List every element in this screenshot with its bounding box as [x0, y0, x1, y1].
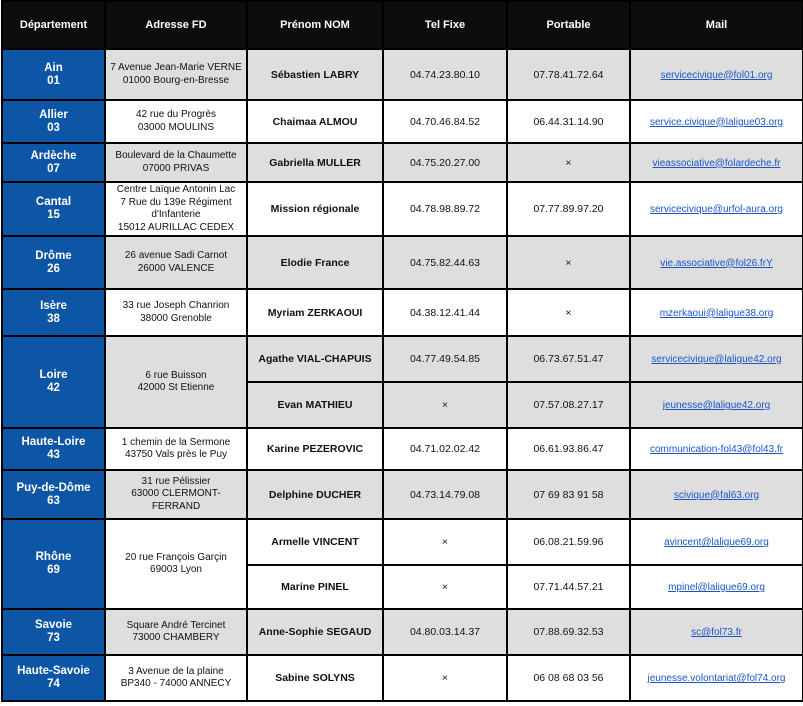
contact-name: Agathe VIAL-CHAPUIS — [247, 336, 383, 382]
table-row — [2, 609, 803, 655]
address-line: Boulevard de la Chaumette — [115, 150, 237, 161]
address-line: 15012 AURILLAC CEDEX — [117, 221, 235, 233]
mail-cell — [630, 655, 803, 701]
department-code: 38 — [47, 312, 60, 325]
mail-link[interactable]: mpinel@laligue69.org — [668, 582, 765, 593]
department-cell — [2, 519, 105, 609]
phone-fixed: × — [383, 519, 507, 565]
address-line: 03000 MOULINS — [137, 121, 215, 133]
address-line: 3 Avenue de la plaine — [128, 665, 224, 677]
phone-fixed: 04.77.49.54.85 — [383, 336, 507, 382]
contact-name: Armelle VINCENT — [247, 519, 383, 565]
address-line: 43750 Vals près le Puy — [124, 449, 228, 460]
address-cell — [105, 470, 247, 519]
address-line: 26000 VALENCE — [137, 262, 215, 274]
col-header-nom: Prénom NOM — [247, 1, 383, 49]
mail-cell — [630, 336, 803, 382]
phone-mobile: 06.44.31.14.90 — [507, 100, 630, 143]
department-name: Allier — [39, 108, 68, 121]
department-code: 74 — [47, 678, 60, 690]
department-cell — [2, 428, 105, 470]
department-cell — [2, 336, 105, 428]
mail-link[interactable]: vie.associative@fol26.frY — [660, 257, 773, 269]
table-row — [2, 428, 803, 470]
address-cell — [105, 609, 247, 655]
department-cell — [2, 655, 105, 701]
mail-cell — [630, 143, 803, 182]
address-line: 33 rue Joseph Chanrion — [122, 300, 230, 311]
address-line: 6 rue Buisson — [145, 369, 207, 381]
department-cell — [2, 182, 105, 236]
mail-link[interactable]: servicecivique@urfol-aura.org — [650, 204, 783, 215]
department-code: 15 — [47, 209, 60, 221]
department-code: 03 — [47, 121, 60, 134]
mail-link[interactable]: service.civique@laligue03.org — [650, 116, 783, 128]
department-cell — [2, 236, 105, 289]
department-code: 43 — [47, 449, 60, 461]
mail-cell — [630, 470, 803, 519]
address-line: 31 rue Pélissier — [141, 475, 211, 487]
phone-fixed: 04.75.82.44.63 — [383, 236, 507, 289]
address-line: Centre Laïque Antonin Lac — [116, 184, 236, 195]
phone-mobile: × — [507, 289, 630, 336]
mail-link[interactable]: servicecivique@laligue42.org — [651, 354, 782, 365]
address-cell — [105, 100, 247, 143]
mail-link[interactable]: mzerkaoui@laligue38.org — [659, 307, 774, 319]
department-cell — [2, 470, 105, 519]
address-line: 69003 Lyon — [150, 564, 202, 575]
phone-mobile: 07.78.41.72.64 — [507, 49, 630, 100]
col-header-portable: Portable — [507, 1, 630, 49]
contact-name: Evan MATHIEU — [247, 382, 383, 428]
mail-cell — [630, 565, 803, 609]
address-cell — [105, 519, 247, 609]
contact-name: Karine PEZEROVIC — [247, 428, 383, 470]
department-code: 73 — [47, 632, 60, 644]
contact-name: Elodie France — [247, 236, 383, 289]
mail-link[interactable]: avincent@laligue69.org — [664, 537, 769, 548]
department-name: Ardèche — [30, 149, 77, 162]
department-code: 26 — [47, 262, 60, 275]
phone-mobile: 06.61.93.86.47 — [507, 428, 630, 470]
phone-mobile: × — [507, 143, 630, 182]
mail-cell — [630, 382, 803, 428]
mail-link[interactable]: jeunesse.volontariat@fol74.org — [647, 673, 786, 684]
contact-name: Chaimaa ALMOU — [247, 100, 383, 143]
department-code: 01 — [47, 74, 60, 87]
address-cell — [105, 49, 247, 100]
phone-fixed: 04.38.12.41.44 — [383, 289, 507, 336]
department-code: 69 — [47, 564, 60, 576]
address-cell — [105, 655, 247, 701]
address-line: 07000 PRIVAS — [142, 162, 210, 174]
mail-link[interactable]: vieassociative@folardeche.fr — [652, 157, 781, 169]
address-line: 7 Rue du 139e Régiment — [120, 196, 232, 208]
mail-cell — [630, 100, 803, 143]
phone-fixed: 04.80.03.14.37 — [383, 609, 507, 655]
mail-cell — [630, 49, 803, 100]
department-name: Savoie — [34, 619, 73, 631]
header-row — [2, 1, 803, 49]
table-row — [2, 236, 803, 289]
address-line: 7 Avenue Jean-Marie VERNE — [110, 62, 242, 73]
department-name: Drôme — [35, 249, 72, 262]
contact-name: Anne-Sophie SEGAUD — [247, 609, 383, 655]
address-line: 42 rue du Progrès — [135, 109, 217, 120]
mail-link[interactable]: jeunesse@laligue42.org — [662, 400, 771, 411]
department-code: 07 — [47, 162, 60, 175]
table-row — [2, 143, 803, 182]
contact-name: Mission régionale — [247, 182, 383, 236]
mail-cell — [630, 519, 803, 565]
mail-link[interactable]: communication-fol43@fol43.fr — [650, 444, 783, 455]
phone-mobile: 07.57.08.27.17 — [507, 382, 630, 428]
contact-name: Delphine DUCHER — [247, 470, 383, 519]
contact-name: Myriam ZERKAOUI — [247, 289, 383, 336]
contact-name: Sabine SOLYNS — [247, 655, 383, 701]
mail-cell — [630, 609, 803, 655]
mail-cell — [630, 236, 803, 289]
address-line: 38000 Grenoble — [140, 312, 212, 324]
phone-mobile: × — [507, 236, 630, 289]
mail-link[interactable]: scivique@fal63.org — [673, 489, 760, 501]
col-header-departement: Département — [2, 1, 105, 49]
phone-mobile: 06.73.67.51.47 — [507, 336, 630, 382]
department-name: Ain — [44, 61, 63, 74]
phone-mobile: 07.71.44.57.21 — [507, 565, 630, 609]
address-cell — [105, 289, 247, 336]
col-header-mail: Mail — [630, 1, 803, 49]
phone-fixed: 04.73.14.79.08 — [383, 470, 507, 519]
department-cell — [2, 289, 105, 336]
phone-fixed: 04.78.98.89.72 — [383, 182, 507, 236]
table-row — [2, 289, 803, 336]
mail-link[interactable]: sc@fol73.fr — [691, 627, 742, 638]
phone-mobile: 07.77.89.97.20 — [507, 182, 630, 236]
phone-mobile: 06 08 68 03 56 — [507, 655, 630, 701]
address-line: FERRAND — [151, 500, 201, 512]
department-name: Loire — [39, 369, 68, 381]
address-line: BP340 - 74000 ANNECY — [120, 678, 232, 689]
department-name: Puy-de-Dôme — [16, 481, 91, 494]
col-header-adresse: Adresse FD — [105, 1, 247, 49]
mail-cell — [630, 182, 803, 236]
department-name: Haute-Savoie — [17, 665, 90, 677]
department-cell — [2, 143, 105, 182]
contact-name: Gabriella MULLER — [247, 143, 383, 182]
address-cell — [105, 236, 247, 289]
address-line: 42000 St Etienne — [137, 382, 215, 393]
table-row — [2, 100, 803, 143]
department-code: 63 — [47, 494, 60, 507]
department-cell — [2, 609, 105, 655]
phone-fixed: 04.70.46.84.52 — [383, 100, 507, 143]
phone-fixed: × — [383, 565, 507, 609]
phone-mobile: 07.88.69.32.53 — [507, 609, 630, 655]
mail-link[interactable]: servicecivique@fol01.org — [660, 69, 773, 81]
address-line: Square André Tercinet — [126, 619, 226, 631]
contacts-table — [1, 0, 803, 702]
table-row — [2, 336, 803, 382]
phone-fixed: 04.71.02.02.42 — [383, 428, 507, 470]
phone-fixed: 04.74.23.80.10 — [383, 49, 507, 100]
phone-mobile: 06.08.21.59.96 — [507, 519, 630, 565]
phone-fixed: × — [383, 382, 507, 428]
address-line: 73000 CHAMBERY — [132, 632, 220, 643]
phone-fixed: 04.75.20.27.00 — [383, 143, 507, 182]
address-line: 1 chemin de la Sermone — [121, 436, 231, 448]
department-name: Haute-Loire — [21, 436, 86, 448]
address-cell — [105, 182, 247, 236]
col-header-tel: Tel Fixe — [383, 1, 507, 49]
table-row — [2, 49, 803, 100]
address-cell — [105, 428, 247, 470]
phone-fixed: × — [383, 655, 507, 701]
table-row — [2, 655, 803, 701]
contact-name: Sébastien LABRY — [247, 49, 383, 100]
department-name: Cantal — [35, 196, 72, 208]
address-line: 01000 Bourg-en-Bresse — [122, 74, 230, 86]
mail-cell — [630, 289, 803, 336]
address-cell — [105, 336, 247, 428]
department-code: 42 — [47, 382, 60, 394]
department-cell — [2, 49, 105, 100]
department-name: Rhône — [35, 551, 72, 563]
address-line: 63000 CLERMONT- — [131, 488, 221, 500]
address-line: 26 avenue Sadi Carnot — [124, 250, 228, 261]
department-cell — [2, 100, 105, 143]
address-line: d'Infanterie — [151, 209, 201, 220]
table-row — [2, 182, 803, 236]
address-line: 20 rue François Garçin — [125, 551, 227, 563]
mail-cell — [630, 428, 803, 470]
department-name: Isère — [40, 299, 67, 312]
phone-mobile: 07 69 83 91 58 — [507, 470, 630, 519]
address-cell — [105, 143, 247, 182]
table-row — [2, 470, 803, 519]
contact-name: Marine PINEL — [247, 565, 383, 609]
table-row — [2, 519, 803, 565]
